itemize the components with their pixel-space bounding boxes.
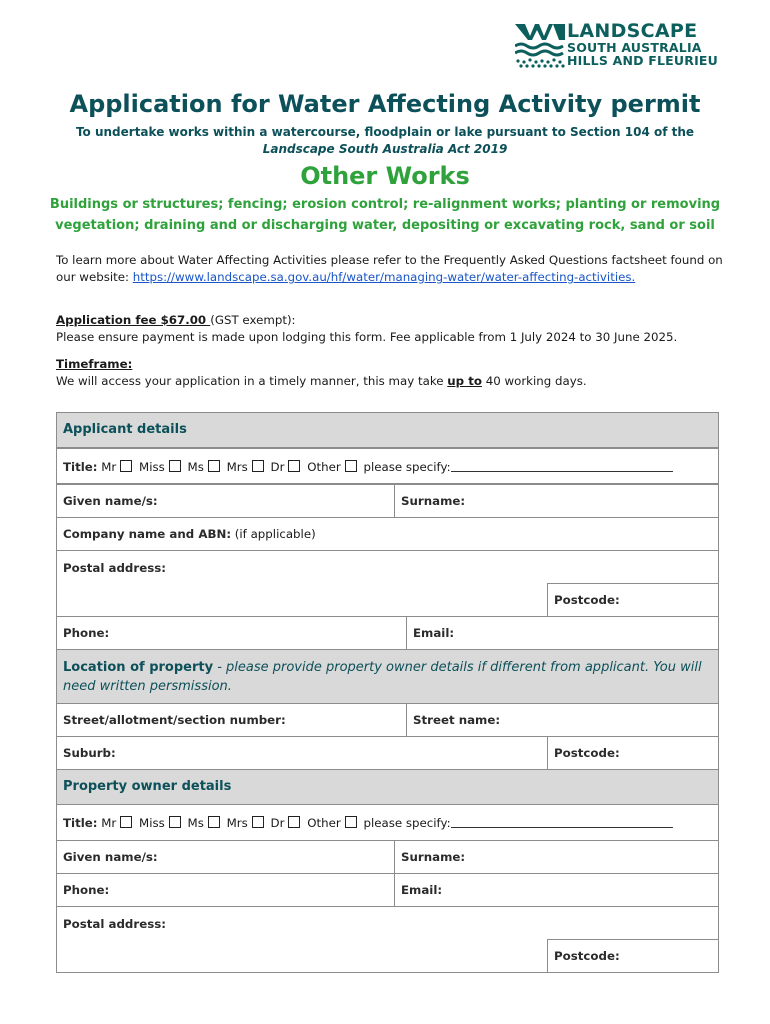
logo-line-3: HILLS AND FLEURIEU [567,53,719,68]
owner-title-option-other: Other [307,816,341,830]
timeframe [56,356,726,390]
owner-phone-label: Phone: [63,883,110,897]
section-description: Buildings or structures; fencing; erosion control; re-alignment works; planting or removing vegetation; draining and or discharging water, depositing or excavating rock, sand or soil [49,197,721,233]
owner-specify-label: please specify: [363,816,451,830]
fee-text: Please ensure payment is made upon lodging this form. Fee applicable from 1 July 2024 to 30 June 2025. [56,330,678,344]
applicant-phone-label: Phone: [63,626,110,640]
application-fee [56,312,726,346]
intro-text: To learn more about Water Affecting Activities please refer to the Frequently Asked Questions factsheet found on our website: [56,253,723,284]
applicant-company-label: Company name and ABN: [63,527,232,541]
fee-suffix: (GST exempt): [210,313,296,327]
timeframe-bold: up to [447,374,482,388]
location-postcode-field[interactable] [547,736,719,770]
applicant-title-option-mrs: Mrs [226,460,248,474]
applicant-title-option-ms: Ms [187,460,204,474]
applicant-title-option-dr: Dr [270,460,285,474]
owner-title-option-mr: Mr [101,816,117,830]
applicant-other-checkbox[interactable] [345,460,357,472]
owner-title-row [56,804,719,841]
owner-phone-field[interactable] [56,873,395,907]
applicant-ms-checkbox[interactable] [208,460,220,472]
owner-surname-label: Surname: [401,850,466,864]
applicant-details-header: Applicant details [56,412,719,448]
subtitle-text: To undertake works within a watercourse, floodplain or lake pursuant to Section 104 of the [75,125,695,139]
applicant-email-field[interactable] [406,616,719,650]
location-header [56,649,719,704]
applicant-surname-label: Surname: [401,494,466,508]
location-street-name-label: Street name: [413,713,501,727]
owner-mrs-checkbox[interactable] [252,816,264,828]
applicant-specify-label: please specify: [363,460,451,474]
applicant-company-note: (if applicable) [231,527,316,541]
applicant-mr-checkbox[interactable] [120,460,132,472]
owner-title-option-dr: Dr [270,816,285,830]
owner-ms-checkbox[interactable] [208,816,220,828]
location-postcode-label: Postcode: [554,746,620,760]
applicant-specify-field[interactable] [451,461,673,472]
owner-title-option-mrs: Mrs [226,816,248,830]
applicant-postal-label: Postal address: [63,561,166,575]
page-title: Application for Water Affecting Activity permit [69,90,701,118]
logo-line-1: LANDSCAPE [567,20,698,42]
location-street-name-field[interactable] [406,703,719,737]
timeframe-label: Timeframe: [56,357,133,371]
owner-title-option-miss: Miss [139,816,165,830]
applicant-miss-checkbox[interactable] [169,460,181,472]
owner-surname-field[interactable] [394,840,719,874]
applicant-postcode-field[interactable] [547,583,719,617]
applicant-title-option-mr: Mr [101,460,117,474]
owner-email-label: Email: [401,883,443,897]
location-suburb-label: Suburb: [63,746,116,760]
page-subtitle [60,124,710,158]
location-street-number-field[interactable] [56,703,407,737]
owner-other-checkbox[interactable] [345,816,357,828]
owner-email-field[interactable] [394,873,719,907]
timeframe-post: 40 working days. [481,374,587,388]
owner-specify-field[interactable] [451,817,673,828]
applicant-mrs-checkbox[interactable] [252,460,264,472]
applicant-company-field[interactable] [56,517,719,551]
applicant-email-label: Email: [413,626,455,640]
logo-line-2: SOUTH AUSTRALIA [567,40,702,55]
location-suburb-field[interactable] [56,736,548,770]
landscape-logo-icon [515,22,565,68]
owner-postcode-label: Postcode: [554,949,620,963]
owner-given-name-field[interactable] [56,840,395,874]
owner-title-option-ms: Ms [187,816,204,830]
subtitle-act: Landscape South Australia Act 2019 [262,142,508,156]
applicant-surname-field[interactable] [394,484,719,518]
owner-details-header: Property owner details [56,769,719,805]
owner-postcode-field[interactable] [547,939,719,973]
location-street-number-label: Street/allotment/section number: [63,713,286,727]
applicant-dr-checkbox[interactable] [288,460,300,472]
section-title: Other Works [300,162,470,190]
applicant-postcode-label: Postcode: [554,593,620,607]
owner-postal-label: Postal address: [63,917,166,931]
owner-given-name-label: Given name/s: [63,850,158,864]
owner-miss-checkbox[interactable] [169,816,181,828]
logo-text [567,21,718,67]
applicant-phone-field[interactable] [56,616,407,650]
location-header-title: Location of property [63,660,214,675]
location-header-note: - please provide property owner details if different from applicant. You will need written persmission. [63,660,702,694]
fee-label: Application fee $67.00 [56,313,211,327]
applicant-given-name-label: Given name/s: [63,494,158,508]
applicant-title-row [56,448,719,484]
faq-link[interactable]: https://www.landscape.sa.gov.au/hf/water/managing-water/water-affecting-activities. [132,270,636,284]
intro-paragraph [56,252,726,286]
applicant-title-option-other: Other [307,460,341,474]
applicant-given-name-field[interactable] [56,484,395,518]
owner-mr-checkbox[interactable] [120,816,132,828]
organisation-logo [515,22,727,68]
owner-title-label: Title: [63,816,98,830]
owner-dr-checkbox[interactable] [288,816,300,828]
applicant-title-option-miss: Miss [139,460,165,474]
applicant-title-label: Title: [63,460,98,474]
timeframe-pre: We will access your application in a timely manner, this may take [56,374,448,388]
